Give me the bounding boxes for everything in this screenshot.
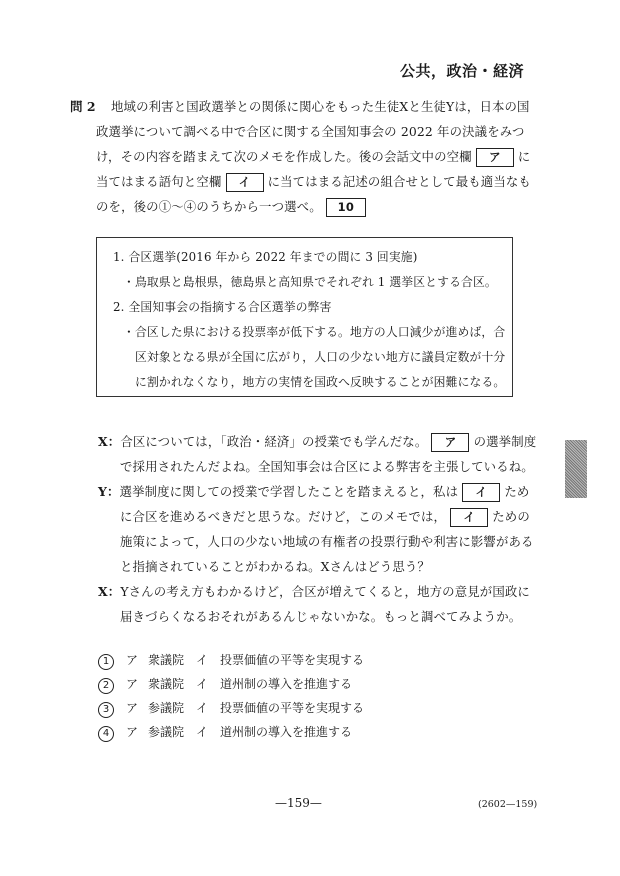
dialogue-text: の選挙制度 [473, 434, 537, 449]
dialogue-y-line1 [98, 482, 529, 502]
memo-item1-title: 1. 合区選挙(2016 年から 2022 年までの間に 3 回実施) [113, 250, 418, 264]
intro-line-3-text: け，その内容を踏まえて次のメモを作成した。後の会話文中の空欄 [96, 149, 472, 164]
blank-i-box: イ [226, 173, 264, 192]
choice-4[interactable] [98, 723, 352, 742]
choice-number: 3 [98, 702, 114, 718]
choice-label-a: ア [126, 701, 139, 715]
page-code: (2602—159) [478, 799, 538, 810]
side-index-tab [565, 440, 587, 498]
intro-line-5 [96, 197, 366, 217]
choice-label-i: イ [196, 725, 209, 739]
memo-item2-bullet-3: に割かれなくなり，地方の実情を国政へ反映することが困難になる。 [135, 375, 506, 389]
intro-line-4-tail: に当てはまる記述の組合せとして最も適当なも [267, 174, 531, 189]
choice-a-value: 衆議院 [148, 653, 185, 667]
dialogue-text: Yさんの考え方もわかるけど，合区が増えてくると，地方の意見が国政に [120, 584, 530, 599]
dialogue-text: ため [504, 484, 530, 499]
speaker-x: X： [98, 434, 121, 449]
choice-i-value: 投票価値の平等を実現する [220, 701, 365, 715]
choice-a-value: 参議院 [148, 725, 185, 739]
memo-item2-bullet-1: ・合区した県における投票率が低下する。地方の人口減少が進めば，合 [123, 325, 506, 339]
choice-2[interactable] [98, 675, 352, 694]
memo-item2-bullet-2: 区対象となる県が全国に広がり，人口の少ない地方に議員定数が十分 [135, 350, 506, 364]
dialogue-y-line3: 施策によって，人口の少ない地域の有権者の投票行動や利害に影響がある [120, 534, 534, 549]
intro-line-2: 政選挙について調べる中で合区に関する全国知事会の 2022 年の決議をみつ [96, 124, 525, 139]
choice-label-i: イ [196, 653, 209, 667]
choice-number: 1 [98, 654, 114, 670]
answer-number-box: 10 [326, 198, 366, 217]
dialogue-text: に合区を進めるべきだと思うな。だけど，このメモでは， [120, 509, 447, 524]
dialogue-y-line2 [120, 507, 530, 527]
choice-i-value: 投票価値の平等を実現する [220, 653, 365, 667]
intro-line-5-text: のを，後の①～④のうちから一つ選べ。 [96, 199, 322, 214]
choice-3[interactable] [98, 699, 364, 718]
blank-i-box: イ [462, 483, 500, 502]
memo-box [96, 237, 513, 397]
intro-line-3 [96, 147, 530, 167]
choice-1[interactable] [98, 651, 364, 670]
speaker-y: Y： [98, 484, 120, 499]
blank-a-box: ア [431, 433, 469, 452]
choice-label-a: ア [126, 653, 139, 667]
speaker-x: X： [98, 584, 121, 599]
memo-item2-title: 2. 全国知事会の指摘する合区選挙の弊害 [113, 300, 332, 314]
blank-i-box: イ [450, 508, 488, 527]
dialogue-text: 選挙制度に関しての授業で学習したことを踏まえると，私は [119, 484, 459, 499]
choice-number: 4 [98, 726, 114, 742]
choice-label-i: イ [196, 701, 209, 715]
blank-a-box: ア [476, 148, 514, 167]
intro-line-4-text: 当てはまる語句と空欄 [96, 174, 222, 189]
subject-header: 公共，政治・経済 [399, 62, 524, 80]
intro-line-1: 地域の利害と国政選挙との関係に関心をもった生徒Xと生徒Yは，日本の国 [111, 99, 530, 114]
intro-line-4 [96, 172, 531, 192]
choice-label-a: ア [126, 725, 139, 739]
choice-number: 2 [98, 678, 114, 694]
choice-i-value: 道州制の導入を推進する [220, 725, 353, 739]
page-number: —159— [275, 796, 322, 810]
dialogue-x2-line2: 届きづらくなるおそれがあるんじゃないかな。もっと調べてみようか。 [120, 609, 522, 624]
choice-i-value: 道州制の導入を推進する [220, 677, 353, 691]
choice-label-a: ア [126, 677, 139, 691]
dialogue-x1-line1 [98, 432, 536, 452]
intro-line-3-tail: に [517, 149, 531, 164]
choice-a-value: 衆議院 [148, 677, 185, 691]
choice-a-value: 参議院 [148, 701, 185, 715]
question-number: 問 2 [70, 99, 96, 114]
memo-item1-bullet: ・鳥取県と島根県，徳島県と高知県でそれぞれ 1 選挙区とする合区。 [123, 275, 497, 289]
dialogue-x2-line1 [98, 582, 530, 600]
choice-label-i: イ [196, 677, 209, 691]
dialogue-y-line4: と指摘されていることがわかるね。Xさんはどう思う？ [120, 559, 430, 574]
dialogue-text: ための [492, 509, 530, 524]
dialogue-x1-line2: で採用されたんだよね。全国知事会は合区による弊害を主張しているね。 [120, 459, 534, 474]
dialogue-text: 合区については，「政治・経済」の授業でも学んだな。 [120, 434, 428, 449]
